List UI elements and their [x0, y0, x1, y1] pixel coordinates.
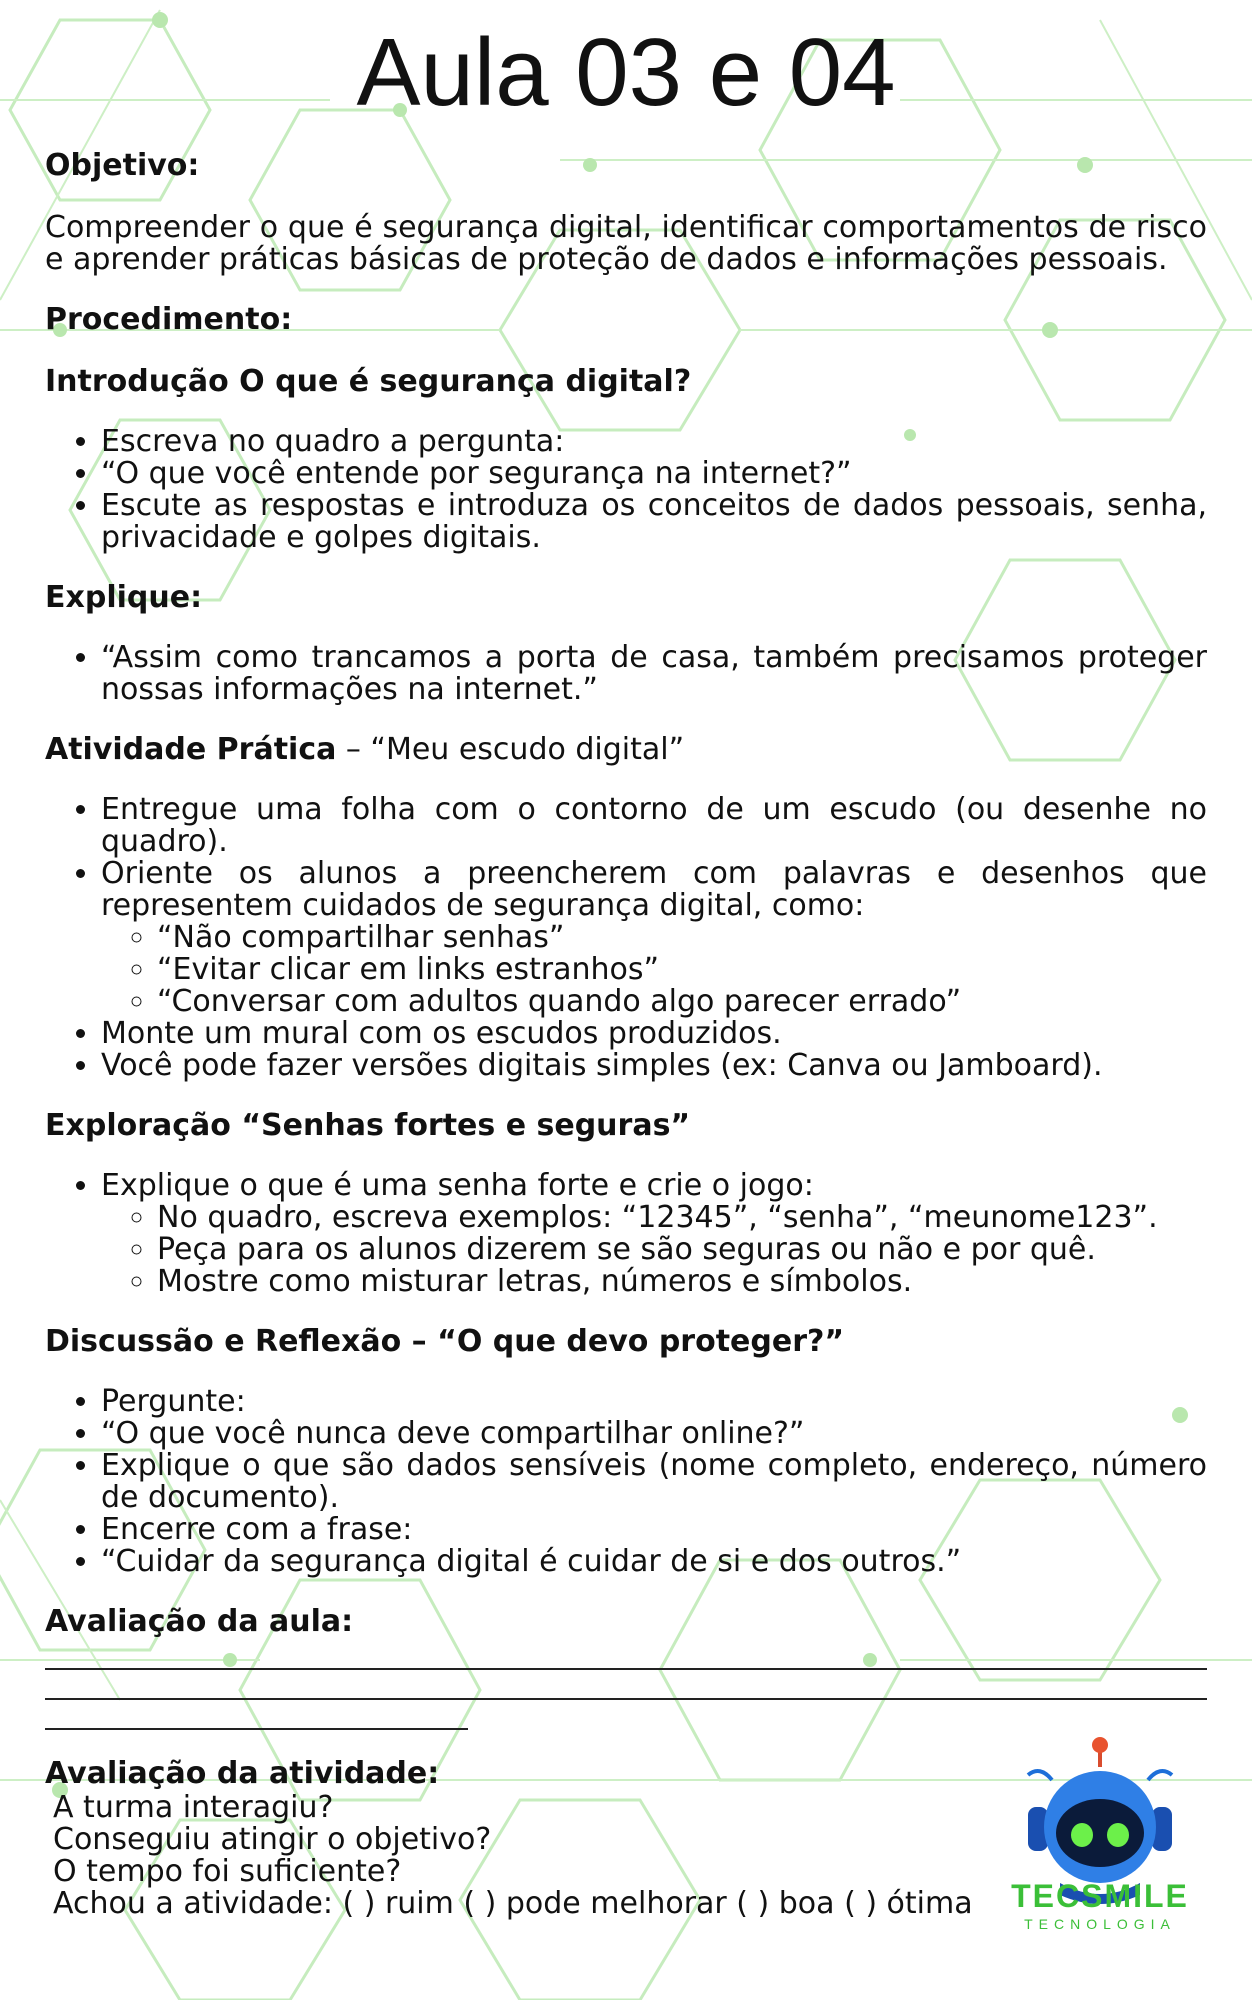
- evaluation-question: O tempo foi suficiente?: [53, 1854, 402, 1889]
- exploracao-list: [45, 1170, 1207, 1298]
- evaluation-question: Achou a atividade: ( ) ruim ( ) pode melhorar ( ) boa ( ) ótima: [53, 1886, 973, 1921]
- atividade-sublist: [101, 922, 1207, 1018]
- brand-name: TECSMILE: [1011, 1878, 1189, 1914]
- list-item: [101, 858, 1207, 1018]
- list-item: • Escreva no quadro a pergunta:: [101, 426, 1207, 458]
- atividade-heading: [45, 732, 1207, 768]
- exploracao-sublist: [101, 1202, 1207, 1298]
- objetivo-text: Compreender o que é segurança digital, identificar comportamentos de risco e aprender práticas básicas de proteção de dados e informações pessoais.: [45, 210, 1207, 277]
- sublist-item: ◦ No quadro, escreva exemplos: “12345”, “senha”, “meunome123”.: [157, 1202, 1207, 1234]
- procedimento-heading: Procedimento:: [45, 302, 293, 337]
- sublist-item: ◦ Peça para os alunos dizerem se são seguras ou não e por quê.: [157, 1234, 1207, 1266]
- answer-line: [45, 1698, 1207, 1700]
- list-item: • “O que você entende por segurança na internet?”: [101, 458, 1207, 490]
- list-item: • Explique o que são dados sensíveis (nome completo, endereço, número de documento).: [101, 1450, 1207, 1514]
- avaliacao-aula-heading: Avaliação da aula:: [45, 1604, 354, 1639]
- list-item: • Pergunte:: [101, 1386, 1207, 1418]
- sublist-item: ◦ Mostre como misturar letras, números e símbolos.: [157, 1266, 1207, 1298]
- exploracao-heading: Exploração “Senhas fortes e seguras”: [45, 1108, 691, 1143]
- list-item: • Entregue uma folha com o contorno de um escudo (ou desenhe no quadro).: [101, 794, 1207, 858]
- discussao-heading: Discussão e Reflexão – “O que devo proteger?”: [45, 1324, 845, 1359]
- evaluation-question: Conseguiu atingir o objetivo?: [53, 1822, 492, 1857]
- list-item: [101, 1170, 1207, 1298]
- objetivo-heading: Objetivo:: [45, 148, 200, 183]
- list-item: • Encerre com a frase:: [101, 1514, 1207, 1546]
- evaluation-question: A turma interagiu?: [53, 1790, 334, 1825]
- lesson-content: [45, 148, 1207, 1920]
- brand-subtitle: TECNOLOGIA: [1024, 1916, 1176, 1932]
- list-item: • “O que você nunca deve compartilhar online?”: [101, 1418, 1207, 1450]
- atividade-heading-bold: Atividade Prática: [45, 732, 337, 767]
- list-item: • Você pode fazer versões digitais simples (ex: Canva ou Jamboard).: [101, 1050, 1207, 1082]
- list-item-text: Explique o que é uma senha forte e crie o jogo:: [101, 1168, 814, 1203]
- atividade-heading-rest: – “Meu escudo digital”: [336, 732, 685, 767]
- explique-heading: Explique:: [45, 580, 203, 615]
- avaliacao-atividade-heading: Avaliação da atividade:: [45, 1756, 440, 1791]
- answer-line: [45, 1668, 1207, 1670]
- atividade-list: [45, 794, 1207, 1082]
- sublist-item: ◦ “Evitar clicar em links estranhos”: [157, 954, 1207, 986]
- introducao-heading: Introdução O que é segurança digital?: [45, 364, 692, 399]
- introducao-list: [45, 426, 1207, 554]
- tecsmile-logo: [990, 1735, 1210, 1945]
- list-item: • Monte um mural com os escudos produzidos.: [101, 1018, 1207, 1050]
- explique-list: [45, 642, 1207, 706]
- answer-line: [45, 1728, 468, 1730]
- list-item-text: Oriente os alunos a preencherem com palavras e desenhos que representem cuidados de segurança digital, como:: [101, 856, 1207, 923]
- sublist-item: ◦ “Conversar com adultos quando algo parecer errado”: [157, 986, 1207, 1018]
- page-title: Aula 03 e 04: [356, 19, 896, 126]
- list-item: • “Cuidar da segurança digital é cuidar de si e dos outros.”: [101, 1546, 1207, 1578]
- discussao-list: [45, 1386, 1207, 1578]
- sublist-item: ◦ “Não compartilhar senhas”: [157, 922, 1207, 954]
- list-item: • “Assim como trancamos a porta de casa, também precisamos proteger nossas informações na internet.”: [101, 642, 1207, 706]
- list-item: • Escute as respostas e introduza os conceitos de dados pessoais, senha, privacidade e golpes digitais.: [101, 490, 1207, 554]
